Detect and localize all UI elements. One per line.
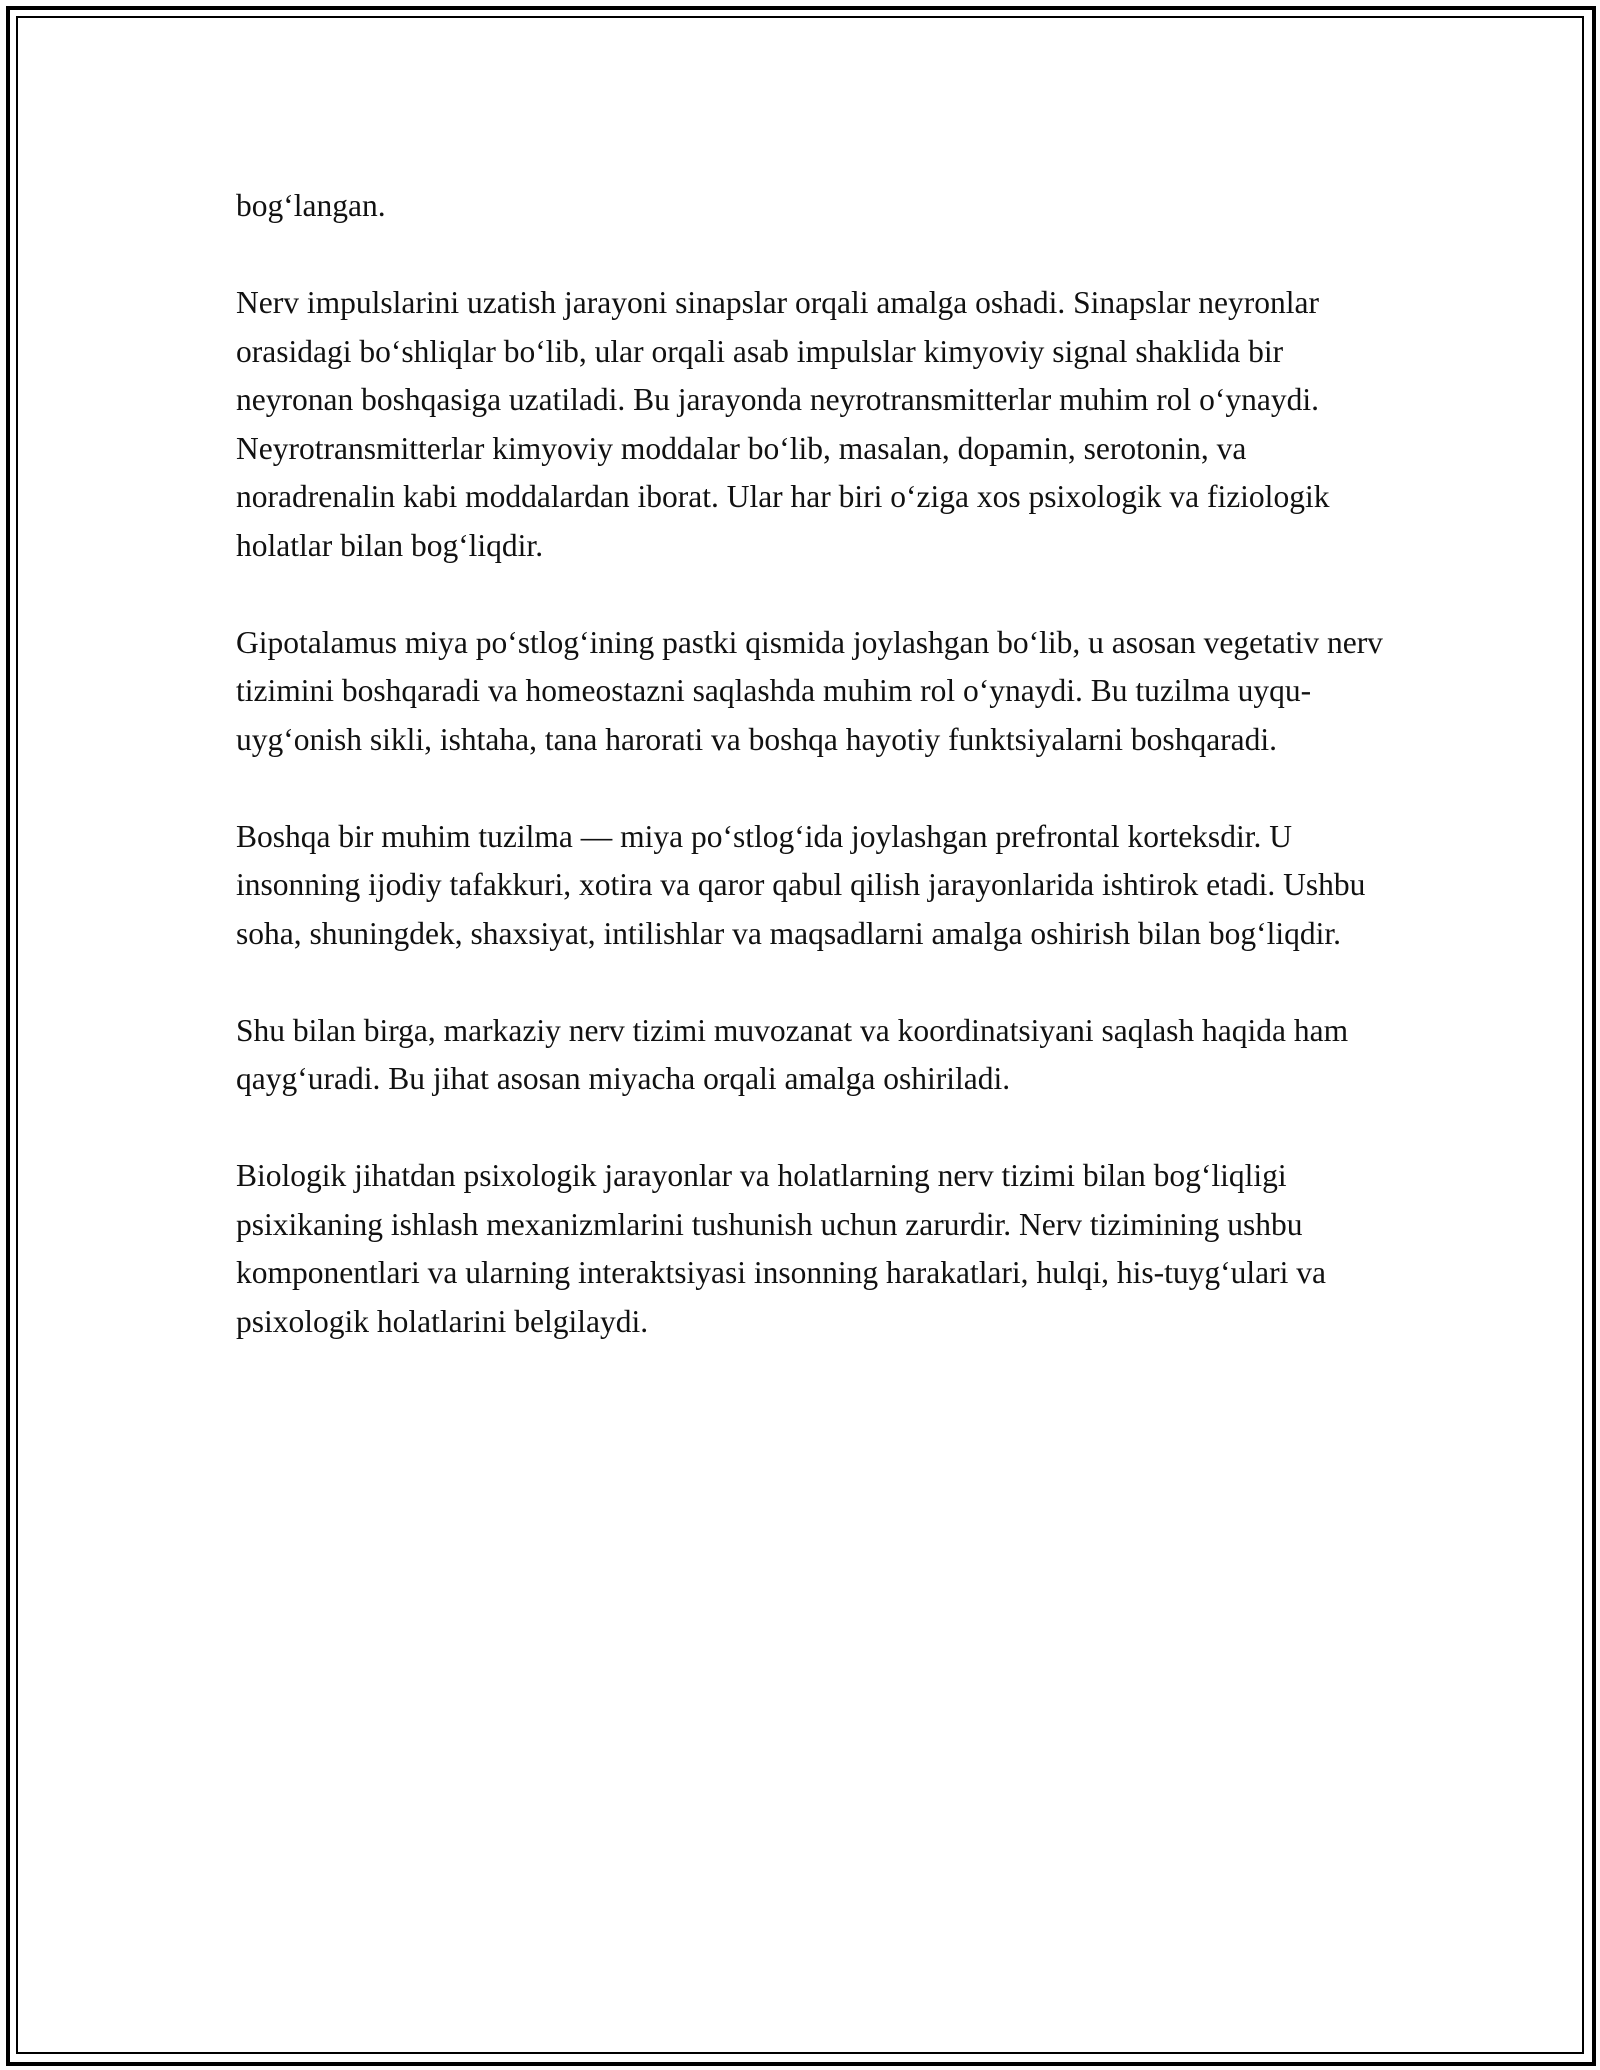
paragraph-coordination: Shu bilan birga, markaziy nerv tizimi muvozanat va koordinatsiyani saqlash haqida ham qayg‘uradi. Bu jihat asosan miyacha orqali amalga oshiriladi. (236, 1012, 1349, 1096)
paragraph-conclusion: Biologik jihatdan psixologik jarayonlar va holatlarning nerv tizimi bilan bog‘liqligi psixikaning ishlash mexanizmlarini tushunish uchun zarurdir. Nerv tizimining ushbu komponentlari va ularning interaktsiyasi insonning harakatlari, hulqi, his-tuyg‘ulari va psixologik holatlarini belgilaydi. (236, 1158, 1326, 1339)
document-body (236, 182, 1396, 1346)
paragraph-continuation: bog‘langan. (236, 188, 386, 223)
paragraph-synapses: Nerv impulslarini uzatish jarayoni sinapslar orqali amalga oshadi. Sinapslar neyronlar orasidagi bo‘shliqlar bo‘lib, ular orqali asab impulslar kimyoviy signal shaklida bir neyronan boshqasiga uzatiladi. Bu jarayonda neyrotransmitterlar muhim rol o‘ynaydi. Neyrotransmitterlar kimyoviy moddalar bo‘lib, masalan, dopamin, serotonin, va noradrenalin kabi moddalardan iborat. Ular har biri o‘ziga xos psixologik va fiziologik holatlar bilan bog‘liqdir. (236, 285, 1330, 563)
paragraph-hypothalamus: Gipotalamus miya po‘stlog‘ining pastki qismida joylashgan bo‘lib, u asosan vegetativ nerv tizimini boshqaradi va homeostazni saqlashda muhim rol o‘ynaydi. Bu tuzilma uyqu-uyg‘onish sikli, ishtaha, tana harorati va boshqa hayotiy funktsiyalarni boshqaradi. (236, 624, 1383, 757)
paragraph-prefrontal-cortex: Boshqa bir muhim tuzilma — miya po‘stlog‘ida joylashgan prefrontal korteksdir. U insonning ijodiy tafakkuri, xotira va qaror qabul qilish jarayonlarida ishtirok etadi. Ushbu soha, shuningdek, shaxsiyat, intilishlar va maqsadlarni amalga oshirish bilan bog‘liqdir. (236, 818, 1366, 951)
